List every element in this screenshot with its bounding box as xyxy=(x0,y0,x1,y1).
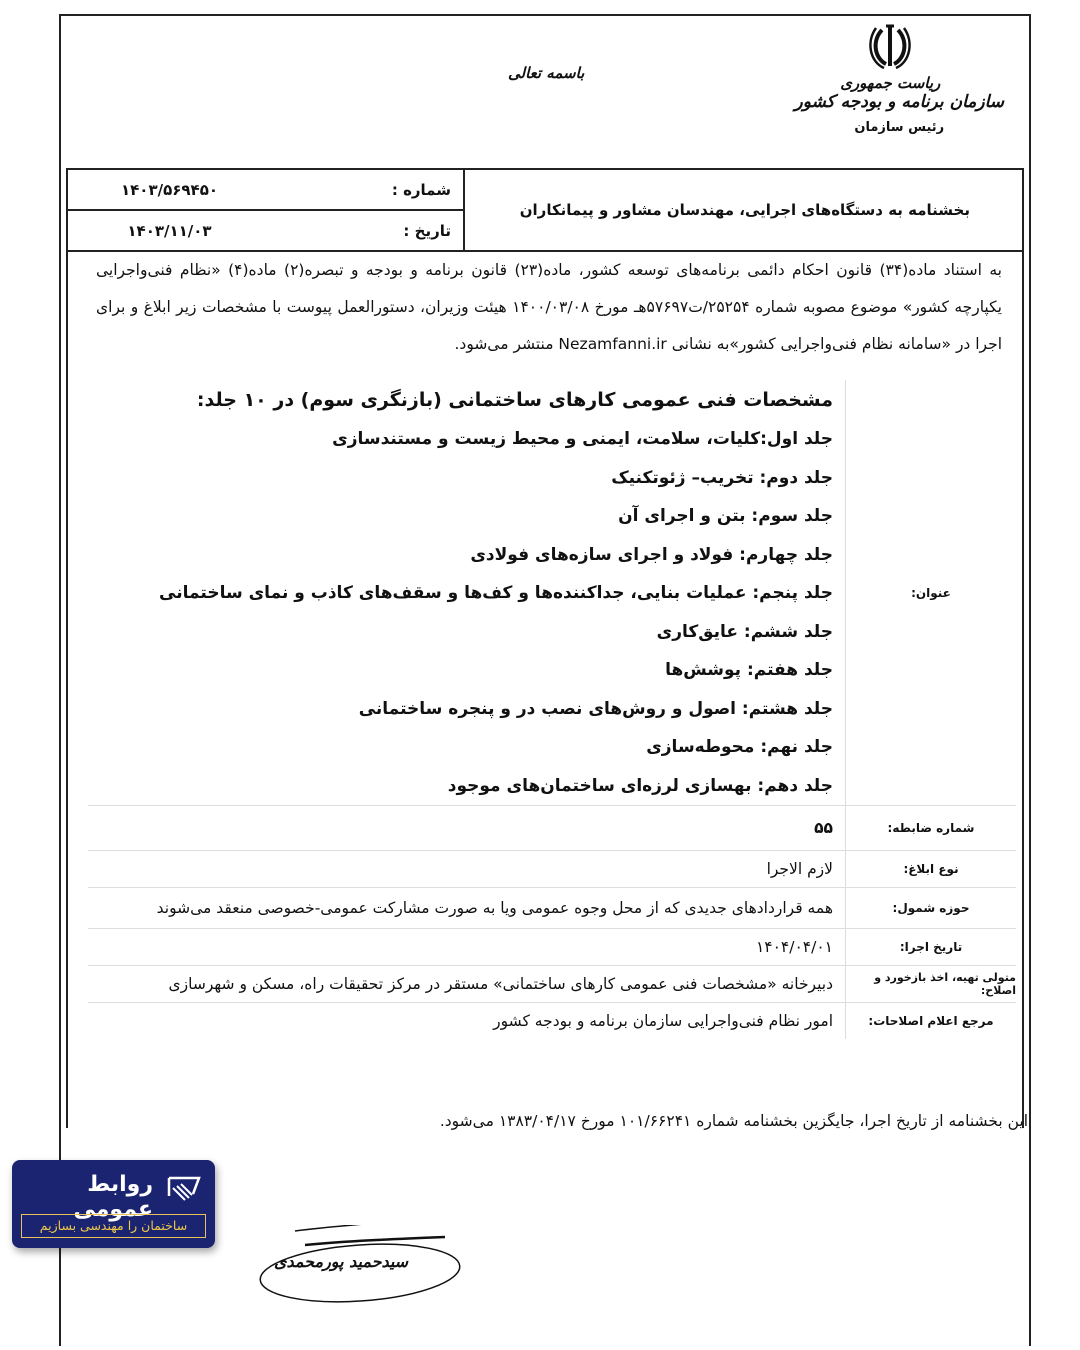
title-heading: مشخصات فنی عمومی کارهای ساختمانی (بازنگری سوم) در ۱۰ جلد: xyxy=(196,389,833,411)
spec-row-effective xyxy=(88,928,1016,965)
intro-paragraph: به استناد ماده(۳۴) قانون احکام دائمی برنامه‌های توسعه کشور، ماده(۲۳) قانون برنامه و بودجه و تبصره(۲) ماده(۴) «نظام فنی‌واجرایی یکپارچه کشور» موضوع مصوبه شماره ۲۵۲۵۴/ت۵۷۶۹۷هـ مورخ ۱۴۰۰/۰۳/۰۸ هیئت وزیران، دستورالعمل پیوست با مشخصات زیر ابلاغ و برای اجرا در «سامانه نظام فنی‌واجرایی کشور»به نشانی Nezamfanni.ir منتشر می‌شود. xyxy=(96,261,1003,353)
volume-item: جلد پنجم: عملیات بنایی، جداکننده‌ها و کف‌ها و سقف‌های کاذب و نمای ساختمانی xyxy=(159,583,833,603)
volume-item: جلد سوم: بتن و اجرای آن xyxy=(618,506,833,526)
spec-row-scope xyxy=(88,887,1016,928)
effective-value: ۱۴۰۴/۰۴/۰۱ xyxy=(755,938,833,956)
number-value: ۱۴۰۳/۵۶۹۴۵۰ xyxy=(120,180,219,199)
scope-value: همه قراردادهای جدیدی که از محل وجوه عمومی ویا به صورت مشارکت عمومی-خصوصی منعقد می‌شوند xyxy=(156,899,833,917)
spec-row-title xyxy=(88,380,1016,805)
volume-item: جلد هفتم: پوشش‌ها xyxy=(665,660,833,680)
title-label: عنوان: xyxy=(845,380,1016,805)
bismillah: باسمه تعالی xyxy=(508,64,585,82)
spec-row-type xyxy=(88,850,1016,887)
letter-date-row xyxy=(68,209,463,250)
iran-emblem-icon xyxy=(868,22,912,74)
org-name: سازمان برنامه و بودجه کشور xyxy=(794,92,1004,112)
custodian-label: متولی تهیه، اخذ بازخورد و اصلاح: xyxy=(845,966,1016,1002)
date-value: ۱۴۰۳/۱۱/۰۳ xyxy=(127,221,212,240)
title-value xyxy=(88,380,845,805)
volume-item: جلد چهارم: فولاد و اجرای سازه‌های فولادی xyxy=(470,544,833,565)
letter-number-row xyxy=(68,170,463,209)
letter-title: بخشنامه به دستگاه‌های اجرایی، مهندسان مشاور و پیمانکاران xyxy=(519,201,970,219)
watermark-logo xyxy=(12,1160,215,1248)
code-label: شماره ضابطه: xyxy=(845,806,1016,850)
letter-meta xyxy=(68,170,465,250)
type-label: نوع ابلاغ: xyxy=(845,851,1016,887)
scope-label: حوزه شمول: xyxy=(845,888,1016,928)
code-value: ۵۵ xyxy=(814,819,833,837)
reference-label: مرجع اعلام اصلاحات: xyxy=(845,1003,1016,1039)
volume-item: جلد دهم: بهسازی لرزه‌ای ساختمان‌های موجود xyxy=(447,775,833,796)
type-value: لازم الاجرا xyxy=(766,860,833,878)
letter-header-box xyxy=(66,168,1024,252)
number-label: شماره : xyxy=(391,180,451,199)
effective-label: تاریخ اجرا: xyxy=(845,929,1016,965)
spec-row-reference xyxy=(88,1002,1016,1039)
letter-body xyxy=(66,248,1024,1128)
spec-table xyxy=(88,380,1016,1039)
logo-slogan: ساختمان را مهندسی بسازیم xyxy=(21,1214,206,1238)
org-role: رئیس سازمان xyxy=(854,120,945,135)
volume-item: جلد هشتم: اصول و روش‌های نصب در و پنجره ساختمانی xyxy=(358,698,833,719)
date-label: تاریخ : xyxy=(403,221,451,240)
volume-item: جلد نهم: محوطه‌سازی xyxy=(646,737,833,757)
volume-item: جلد اول:کلیات، سلامت، ایمنی و محیط زیست و مستندسازی xyxy=(332,429,833,449)
custodian-value: دبیرخانه «مشخصات فنی عمومی کارهای ساختمانی» مستقر در مرکز تحقیقات راه، مسکن و شهرسازی xyxy=(168,975,833,993)
org-presidency: ریاست جمهوری xyxy=(840,74,941,92)
volume-item: جلد ششم: عایق‌کاری xyxy=(656,621,833,642)
spec-row-code xyxy=(88,805,1016,850)
signatory-name: سیدحمید پورمحمدی xyxy=(274,1252,409,1271)
logo-title: روابط عمومی xyxy=(73,1172,153,1222)
spec-row-custodian xyxy=(88,965,1016,1002)
closing-paragraph: این بخشنامه از تاریخ اجرا، جایگزین بخشنامه شماره ۱۰۱/۶۶۲۴۱ مورخ ۱۳۸۳/۰۴/۱۷ می‌شود. xyxy=(439,1112,1028,1130)
reference-value: امور نظام فنی‌واجرایی سازمان برنامه و بودجه کشور xyxy=(493,1012,833,1030)
organization-header xyxy=(795,74,1005,135)
handshake-icon xyxy=(165,1174,203,1204)
volume-item: جلد دوم: تخریب– ژئوتکنیک xyxy=(611,467,833,488)
